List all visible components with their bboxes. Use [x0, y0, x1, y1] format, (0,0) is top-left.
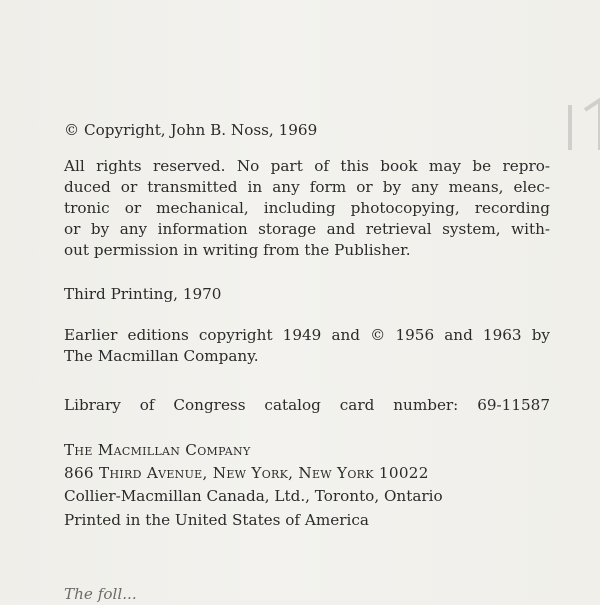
publisher-address: 866 Third Avenue, New York, New York 10022: [64, 464, 429, 482]
publisher-name: The Macmillan Company: [64, 441, 251, 459]
copyright-line: © Copyright, John B. Noss, 1969: [64, 121, 318, 139]
earlier-line-2: The Macmillan Company.: [64, 347, 259, 365]
rights-line-2: duced or transmitted in any form or by any means, elec-: [64, 178, 550, 196]
rights-line-3: tronic or mechanical, including photocopying, recording: [64, 199, 550, 217]
rights-line-4: or by any information storage and retrieval system, with-: [64, 220, 550, 238]
rights-paragraph: [64, 156, 550, 261]
show-through-glyph-icon: [540, 95, 600, 155]
printing-line: Third Printing, 1970: [64, 285, 222, 303]
printed-in-line: Printed in the United States of America: [64, 511, 369, 529]
library-of-congress-line: [64, 395, 550, 416]
rights-line-5: out permission in writing from the Publisher.: [64, 241, 411, 259]
library-line-text: Library of Congress catalog card number: 69-11587: [64, 396, 550, 414]
earlier-editions-paragraph: [64, 325, 550, 367]
canada-line: Collier-Macmillan Canada, Ltd., Toronto, Ontario: [64, 487, 443, 505]
earlier-line-1: Earlier editions copyright 1949 and © 1956 and 1963 by: [64, 326, 550, 344]
rights-line-1: All rights reserved. No part of this book may be repro-: [64, 157, 550, 175]
cut-off-text: The foll...: [64, 585, 137, 603]
